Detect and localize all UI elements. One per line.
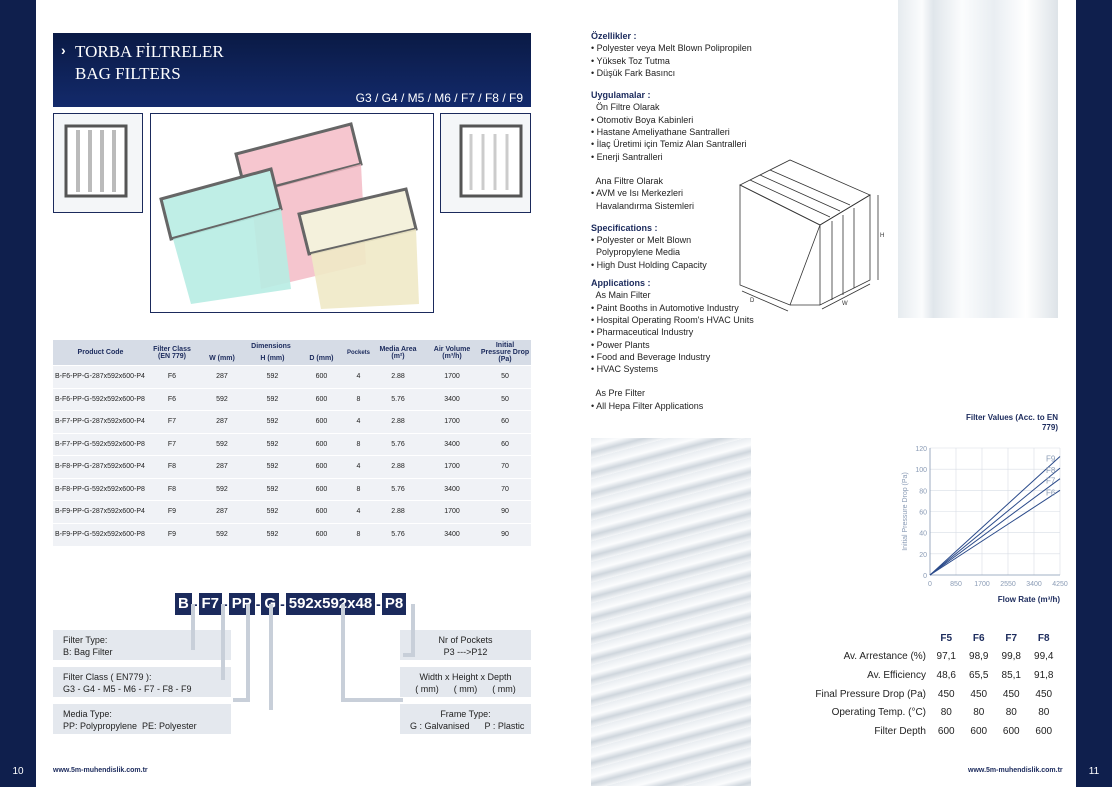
title-turkish: TORBA FİLTRELER [75,42,224,61]
heading-applications: Applications : [591,278,651,289]
table-cell: 2.88 [371,456,425,479]
table-cell: 592 [196,433,248,456]
table-row [53,366,531,389]
legend-filter-class: Filter Class ( EN779 ): G3 - G4 - M5 - M6 - F7 - F8 - F9 [53,667,231,697]
left-page-band [0,0,36,787]
table-cell: F8 [148,456,196,479]
series-line-f9 [930,456,1060,575]
table-cell: 592 [248,478,297,501]
legend-connector-lines [53,600,533,730]
values-cell: 600 [970,725,988,737]
y-tick-label: 80 [919,488,927,496]
y-tick-label: 0 [923,573,927,580]
website-left: www.5m-muhendislik.com.tr [53,767,148,774]
table-cell: B-F6-PP-G-592x592x600-P8 [53,388,148,411]
values-cell: 600 [1002,725,1020,737]
table-cell: 3400 [425,433,479,456]
table-cell: B-F8-PP-G-287x592x600-P4 [53,456,148,479]
table-cell: 592 [248,456,297,479]
table-cell: 592 [196,478,248,501]
values-cell: 91,8 [1034,669,1054,681]
diagram-h-label: H [880,233,885,239]
y-tick-label: 60 [919,509,927,517]
table-cell: 50 [479,366,531,389]
x-axis-label: Flow Rate (m³/h) [997,595,1060,604]
colored-bag-filters-icon [151,114,433,312]
series-label: F9 [1046,454,1056,464]
th-pressure-drop: Initial Pressure Drop (Pa) [479,340,531,366]
table-cell: 1700 [425,411,479,434]
values-row [812,666,1060,685]
series-label: F6 [1046,488,1056,498]
table-cell: B-F9-PP-G-287x592x600-P4 [53,501,148,524]
list-item: • Hastane Ameliyathane Santralleri [591,127,730,138]
list-item: • All Hepa Filter Applications [591,400,704,411]
values-row-label: Av. Efficiency [867,669,926,681]
values-row-label: Operating Temp. (°C) [831,707,926,719]
table-cell: 287 [196,501,248,524]
diagram-d-label: D [750,298,755,304]
table-row [53,411,531,434]
table-cell: F8 [148,478,196,501]
table-cell: 592 [248,411,297,434]
table-cell: 600 [297,411,346,434]
table-cell: 70 [479,456,531,479]
values-cell: 80 [940,707,952,719]
code-segment: 592x592x48 [286,593,375,615]
th-media-area: Media Area (m²) [371,340,425,366]
values-cell: 600 [1035,725,1053,737]
list-item: • Polyester or Melt Blown [591,235,692,246]
x-tick-label: 1700 [974,581,990,588]
bag-filter-side-icon [441,114,530,212]
table-cell: 592 [248,523,297,546]
table-cell: 600 [297,366,346,389]
heading-ozellikler: Özellikler : [591,31,637,41]
table-cell: 600 [297,433,346,456]
table-cell: 1700 [425,456,479,479]
x-tick-label: 4250 [1052,581,1068,588]
table-cell: 70 [479,478,531,501]
values-row [812,722,1060,741]
th-dimensions: Dimensions [196,340,346,352]
th-product-code: Product Code [53,340,148,366]
list-ozellikler [591,42,754,79]
values-row-label: Filter Depth [874,725,926,737]
values-cell: 97,1 [936,651,956,663]
list-item: • High Dust Holding Capacity [591,259,707,270]
list-item: • Enerji Santralleri [591,151,663,162]
values-cell: 99,8 [1001,651,1021,663]
table-cell: B-F9-PP-G-592x592x600-P8 [53,523,148,546]
bag-closeup-photo [898,0,1058,318]
legend-dimensions: Width x Height x Depth ( mm) ( mm) ( mm) [400,667,531,697]
values-cell: 600 [937,725,955,737]
table-cell: 592 [248,388,297,411]
table-cell: 5.76 [371,388,425,411]
table-cell: 60 [479,411,531,434]
table-cell: 4 [346,501,371,524]
x-tick-label: 850 [950,581,962,588]
list-item: • Polyester veya Melt Blown Polipropilen [591,43,752,54]
table-cell: 2.88 [371,411,425,434]
code-segment: P8 [382,593,406,615]
series-line-f8 [930,468,1060,575]
table-row [53,501,531,524]
table-cell: 592 [196,523,248,546]
table-cell: F7 [148,433,196,456]
list-item [591,375,754,387]
x-tick-label: 3400 [1026,581,1042,588]
code-dash: - [255,596,261,612]
legend-filter-type: Filter Type: B: Bag Filter [53,630,231,660]
table-cell: 4 [346,411,371,434]
legend-pockets: Nr of Pockets P3 --->P12 [400,630,531,660]
values-cell: 99,4 [1034,651,1054,663]
code-dash: - [376,596,381,612]
table-row [53,478,531,501]
table-row [53,456,531,479]
col-f8: F8 [1037,632,1050,644]
table-cell: 600 [297,478,346,501]
col-f6: F6 [972,632,985,644]
code-dash: - [223,596,228,612]
website-right: www.5m-muhendislik.com.tr [968,767,1063,774]
table-cell: B-F7-PP-G-287x592x600-P4 [53,411,148,434]
table-cell: 8 [346,478,371,501]
table-row [53,388,531,411]
filter-classes: G3 / G4 / M5 / M6 / F7 / F8 / F9 [355,91,523,105]
table-cell: 592 [248,433,297,456]
list-item: • HVAC Systems [591,364,658,375]
values-header-row [812,629,1060,648]
series-line-f7 [930,476,1060,575]
page-number-left: 10 [12,766,24,777]
list-item: • Pharmaceutical Industry [591,327,694,338]
y-tick-label: 120 [915,446,927,453]
table-cell: 592 [248,501,297,524]
legend-media-type: Media Type: PP: Polypropylene PE: Polyester [53,704,231,734]
chevron-right-icon: › [61,42,66,58]
chart-title: Filter Values (Acc. to EN 779) [965,413,1058,432]
y-tick-label: 40 [919,530,927,538]
th-w: W (mm) [196,352,248,365]
table-cell: 2.88 [371,366,425,389]
table-cell: F6 [148,366,196,389]
table-cell: 8 [346,523,371,546]
series-label: F7 [1046,476,1056,486]
th-pockets: Pockets [346,340,371,366]
table-cell: F6 [148,388,196,411]
values-cell: 450 [937,688,955,700]
bag-filter-side-image [440,113,531,213]
legend-frame-type: Frame Type: G : Galvanised P : Plastic [400,704,531,734]
table-cell: 3400 [425,388,479,411]
table-cell: 5.76 [371,523,425,546]
code-segment: G [261,593,279,615]
x-tick-label: 2550 [1000,581,1016,588]
table-cell: 600 [297,456,346,479]
values-cell: 450 [970,688,988,700]
x-tick-label: 0 [928,581,932,588]
diagram-w-label: W [842,301,848,307]
table-row [53,523,531,546]
th-d: D (mm) [297,352,346,365]
values-cell: 450 [1035,688,1053,700]
table-cell: 592 [196,388,248,411]
table-cell: 8 [346,388,371,411]
table-cell: B-F8-PP-G-592x592x600-P8 [53,478,148,501]
code-dash: - [192,596,198,612]
table-cell: 5.76 [371,478,425,501]
right-page-band [1076,0,1112,787]
th-air-volume: Air Volume (m³/h) [425,340,479,366]
list-item: Havalandırma Sistemleri [591,200,695,211]
code-segment: F7 [199,593,223,615]
values-cell: 85,1 [1001,669,1021,681]
heading-specifications: Specifications : [591,222,658,233]
pressure-drop-chart [895,440,1075,610]
table-cell: B-F6-PP-G-287x592x600-P4 [53,366,148,389]
values-row [812,703,1060,722]
code-dash: - [280,596,285,612]
bag-filter-icon [54,114,142,212]
table-row [53,433,531,456]
list-item: • Paint Booths in Automotive Industry [591,302,739,313]
list-item: As Pre Filter [591,388,646,399]
table-cell: 592 [248,366,297,389]
bag-filter-small-image [53,113,143,213]
table-cell: 60 [479,433,531,456]
list-item: Ana Filtre Olarak [591,175,664,186]
table-cell: 1700 [425,366,479,389]
table-cell: B-F7-PP-G-592x592x600-P8 [53,433,148,456]
table-cell: F9 [148,523,196,546]
y-tick-label: 100 [915,467,927,475]
values-row-label: Av. Arrestance (%) [843,651,926,663]
table-cell: 4 [346,366,371,389]
product-table [53,340,531,546]
table-cell: 600 [297,388,346,411]
values-cell: 80 [1005,707,1017,719]
values-cell: 65,5 [969,669,989,681]
table-cell: 3400 [425,523,479,546]
table-cell: 287 [196,456,248,479]
table-cell: 1700 [425,501,479,524]
values-row-label: Final Pressure Drop (Pa) [815,688,926,700]
list-item: • Yüksek Toz Tutma [591,55,670,66]
table-cell: 5.76 [371,433,425,456]
page-number-right: 11 [1088,766,1100,777]
table-cell: 8 [346,433,371,456]
bag-filters-main-image [150,113,434,313]
list-item: • Düşük Fark Basıncı [591,67,676,78]
table-cell: F7 [148,411,196,434]
list-item: • Food and Beverage Industry [591,351,711,362]
values-cell: 80 [973,707,985,719]
values-cell: 98,9 [969,651,989,663]
table-cell: 3400 [425,478,479,501]
table-cell: 2.88 [371,501,425,524]
y-tick-label: 20 [919,551,927,559]
table-cell: 4 [346,456,371,479]
values-cell: 48,6 [936,669,956,681]
list-item: • Hospital Operating Room's HVAC Units [591,314,754,325]
code-segment: B [175,593,192,615]
list-item: • Power Plants [591,339,650,350]
table-cell: 287 [196,411,248,434]
series-label: F8 [1046,466,1056,476]
title-english: BAG FILTERS [75,64,181,83]
col-f7: F7 [1005,632,1018,644]
values-cell: 80 [1038,707,1050,719]
list-item: Polypropylene Media [591,247,681,258]
values-cell: 450 [1002,688,1020,700]
table-cell: 90 [479,501,531,524]
filter-media-photo [591,438,751,786]
table-cell: 90 [479,523,531,546]
table-cell: 600 [297,523,346,546]
col-f5: F5 [940,632,953,644]
bag-filter-diagram [730,155,890,315]
list-item: • İlaç Üretimi için Temiz Alan Santralleri [591,139,747,150]
list-item: As Main Filter [591,290,651,301]
th-h: H (mm) [248,352,297,365]
list-item: • Otomotiv Boya Kabinleri [591,114,694,125]
y-axis-label: Initial Pressure Drop (Pa) [902,472,909,551]
list-item: • AVM ve Isı Merkezleri [591,188,684,199]
table-cell: 600 [297,501,346,524]
values-row [812,685,1060,704]
title-banner [53,33,531,107]
code-segment: PP [229,593,255,615]
filter-values-table [812,629,1060,741]
table-cell: F9 [148,501,196,524]
th-filter-class: Filter Class (EN 779) [148,340,196,366]
table-cell: 287 [196,366,248,389]
heading-uygulamalar: Uygulamalar : [591,90,651,101]
values-row [812,648,1060,667]
table-cell: 50 [479,388,531,411]
list-item: Ön Filtre Olarak [591,102,660,113]
